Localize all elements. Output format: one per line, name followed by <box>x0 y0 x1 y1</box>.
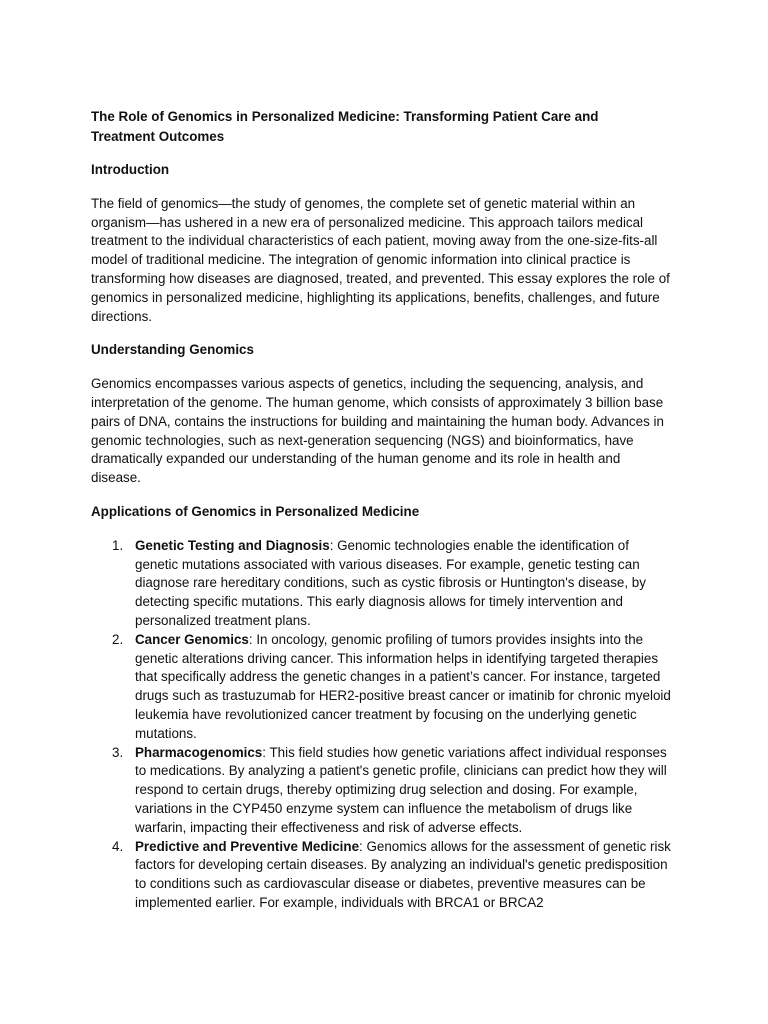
list-item-term: Genetic Testing and Diagnosis <box>135 537 330 553</box>
list-item-number: 3. <box>112 744 124 760</box>
section-heading-understanding-genomics: Understanding Genomics <box>91 342 254 358</box>
list-item-number: 4. <box>112 838 124 854</box>
document-body <box>91 107 671 913</box>
list-item <box>91 537 671 631</box>
list-item-text: : In oncology, genomic profiling of tumors provides insights into the genetic alterations driving cancer. This information helps in identifying targeted therapies that specifically address the genetic changes in a patient’s cancer. For instance, targeted drugs such as trastuzumab for HER2-positive breast cancer or imatinib for chronic myeloid leukemia have revolutionized cancer treatment by focusing on the underlying genetic mutations. <box>135 631 671 741</box>
list-item-number: 1. <box>112 537 124 553</box>
document-title: The Role of Genomics in Personalized Medicine: Transforming Patient Care and Treatment Outcomes <box>91 109 599 144</box>
understanding-genomics-paragraph: Genomics encompasses various aspects of genetics, including the sequencing, analysis, and interpretation of the genome. The human genome, which consists of approximately 3 billion base pairs of DNA, contains the instructions for building and maintaining the human body. Advances in genomic technologies, such as next-generation sequencing (NGS) and bioinformatics, have dramatically expanded our understanding of the human genome and its role in health and disease. <box>91 376 664 486</box>
section-heading-introduction: Introduction <box>91 162 170 177</box>
applications-list <box>91 537 671 913</box>
section-heading-applications: Applications of Genomics in Personalized Medicine <box>91 503 420 519</box>
list-item-text: : This field studies how genetic variations affect individual responses to medications. By analyzing a patient's genetic profile, clinicians can predict how they will respond to certain drugs, thereby optimizing drug selection and dosing. For example, variations in the CYP450 enzyme system can influence the metabolism of drugs like warfarin, impacting their effectiveness and risk of adverse effects. <box>135 744 667 835</box>
list-item-number: 2. <box>112 631 124 647</box>
list-item <box>91 838 671 913</box>
list-item-text: : Genomics allows for the assessment of genetic risk factors for developing certain diseases. By analyzing an individual's genetic predisposition to conditions such as cardiovascular disease or diabetes, preventive measures can be implemented earlier. For example, individuals with BRCA1 or BRCA2 <box>135 838 671 910</box>
list-item <box>91 631 671 744</box>
list-item-term: Cancer Genomics <box>135 631 249 647</box>
introduction-paragraph: The field of genomics—the study of genomes, the complete set of genetic material within an organism—has ushered in a new era of personalized medicine. This approach tailors medical treatment to the individual characteristics of each patient, moving away from the one-size-fits-all model of traditional medicine. The integration of genomic information into clinical practice is transforming how diseases are diagnosed, treated, and prevented. This essay explores the role of genomics in personalized medicine, highlighting its applications, benefits, challenges, and future directions. <box>91 195 670 324</box>
list-item-term: Predictive and Preventive Medicine <box>135 838 360 854</box>
list-item-term: Pharmacogenomics <box>135 744 263 760</box>
list-item <box>91 744 671 838</box>
list-item-text: : Genomic technologies enable the identification of genetic mutations associated with various diseases. For example, genetic testing can diagnose rare hereditary conditions, such as cystic fibrosis or Huntington's disease, by detecting specific mutations. This early diagnosis allows for timely intervention and personalized treatment plans. <box>135 537 646 628</box>
